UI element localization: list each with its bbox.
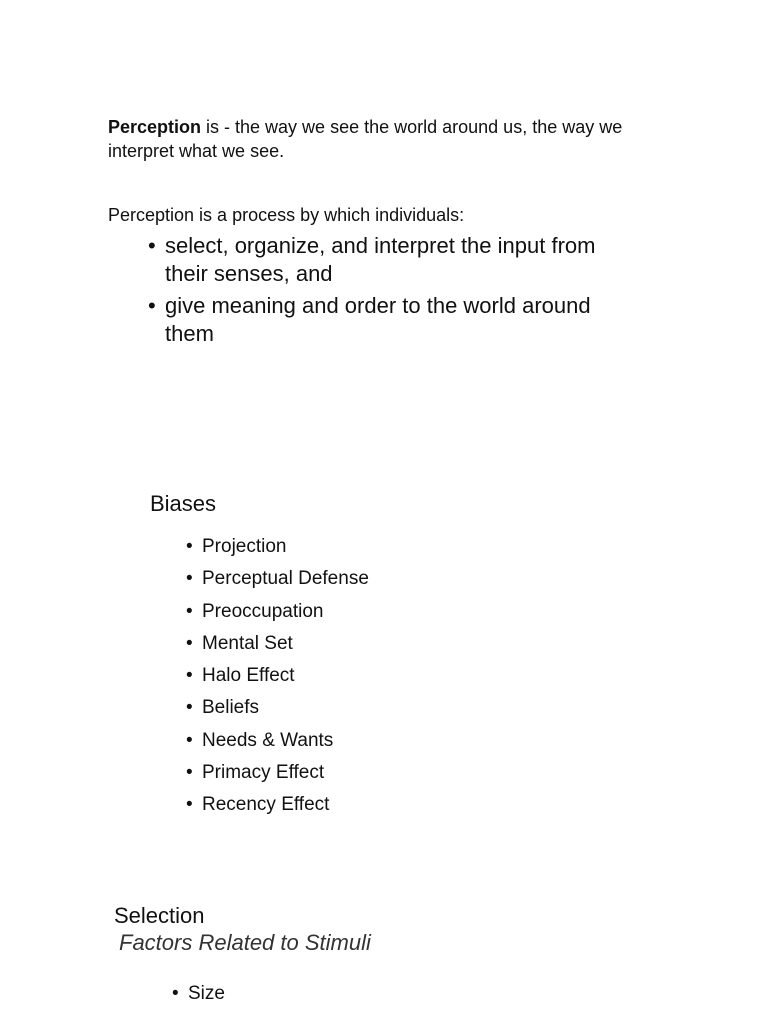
selection-heading: Selection bbox=[114, 903, 205, 928]
process-item: • give meaning and order to the world around them bbox=[148, 292, 608, 348]
bias-item: • Perceptual Defense bbox=[186, 567, 369, 599]
bias-item: • Preoccupation bbox=[186, 600, 369, 632]
selection-factors-list bbox=[172, 982, 225, 1014]
bias-item: • Mental Set bbox=[186, 632, 369, 664]
bias-item: • Needs & Wants bbox=[186, 729, 369, 761]
definition-term: Perception bbox=[108, 117, 202, 137]
bias-item: • Recency Effect bbox=[186, 793, 369, 825]
process-list bbox=[148, 232, 608, 352]
bias-item: • Beliefs bbox=[186, 696, 369, 728]
definition-text: is - the way we see the world around us, the way we interpret what we see. bbox=[108, 117, 623, 161]
process-item: • select, organize, and interpret the input from their senses, and bbox=[148, 232, 608, 288]
biases-heading: Biases bbox=[150, 491, 217, 516]
biases-list bbox=[186, 535, 369, 826]
selection-subheading: Factors Related to Stimuli bbox=[119, 930, 371, 955]
definition-paragraph bbox=[108, 115, 668, 163]
bias-item: • Halo Effect bbox=[186, 664, 369, 696]
bias-item: • Primacy Effect bbox=[186, 761, 369, 793]
bias-item: • Projection bbox=[186, 535, 369, 567]
factor-item: • Size bbox=[172, 982, 225, 1014]
process-intro: Perception is a process by which individuals: bbox=[108, 205, 465, 225]
